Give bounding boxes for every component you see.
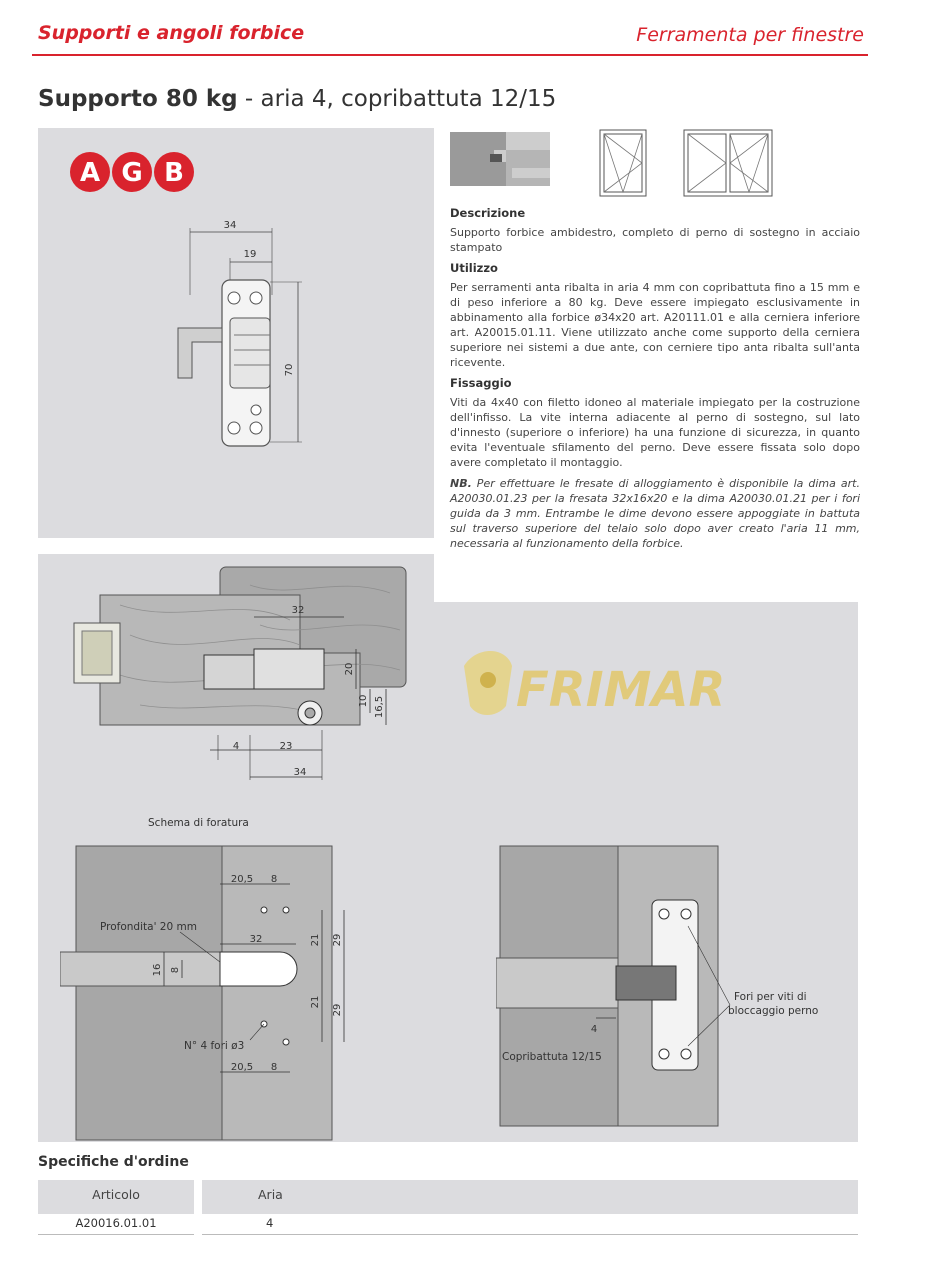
- column-header-aria: Aria: [202, 1180, 858, 1214]
- dim-32: 32: [291, 605, 305, 616]
- title-bold: Supporto 80 kg: [38, 86, 238, 112]
- dim-19: 19: [243, 249, 257, 260]
- dim-34: 34: [223, 220, 237, 231]
- dim-29-top: 29: [332, 933, 343, 947]
- row-divider-1: [38, 1234, 194, 1235]
- dim-20-5-bottom: 20,5: [230, 1062, 254, 1073]
- logo-letter-g: G: [121, 158, 143, 188]
- title-rest: - aria 4, copribattuta 12/15: [237, 86, 557, 112]
- nb-text: Per effettuare le fresate di alloggiamento è disponibile la dima art. A20030.01.23 per la fresata 32x16x20 e la dima A20030.01.21 per i fori guida da 3 mm. Entrambe le dime devono essere appoggiate in battuta sul traverso superiore del telaio solo dopo aver creato l'aria 11 mm, necessaria al funzionamento della forbice.: [450, 477, 860, 550]
- cover-label: Copribattuta 12/15: [502, 1051, 602, 1063]
- assembly-view-drawing: [496, 840, 836, 1130]
- fix-heading: Fissaggio: [450, 376, 512, 390]
- category-title: Ferramenta per finestre: [636, 24, 864, 46]
- dim-23: 23: [279, 741, 293, 752]
- drilling-title: Schema di foratura: [148, 817, 249, 829]
- dim-21-top: 21: [310, 933, 321, 947]
- screw-label-2: bloccaggio perno: [728, 1005, 819, 1017]
- order-specs-title: Specifiche d'ordine: [38, 1154, 189, 1170]
- dim-20-5-top: 20,5: [230, 874, 254, 885]
- dim-8-side: 8: [170, 966, 181, 974]
- fix-text: Viti da 4x40 con filetto idoneo al materiale impiegato per la costruzione dell'infisso. La vite interna adiacente al perno di sostegno, sul lato d'innesto (superiore o inferiore) ha una funzione di sicurezza, in quanto evita l'eventuale sfilamento del perno. Deve essere fissata solo dopo avere completato il montaggio.: [450, 396, 860, 469]
- cell-aria: 4: [266, 1216, 274, 1230]
- frimar-watermark-logo: [456, 646, 796, 726]
- dim-34-bottom: 34: [293, 767, 307, 778]
- agb-logo: [68, 150, 198, 198]
- header-divider: [32, 54, 868, 56]
- screw-label-1: Fori per viti di: [734, 991, 807, 1003]
- drilling-scheme-drawing: [60, 812, 400, 1142]
- use-text: Per serramenti anta ribalta in aria 4 mm con copribattuta fino a 15 mm e di peso inferiore a 80 kg. Deve essere impiegato esclusivamente in abbinamento alla forbice ø34x20 art. A20111.01 e alla cerniera inferiore art. A20015.01.11. Viene utilizzato anche come supporto della cerniera superiore nei sistemi a due ante, con cerniere tipo anta ribalta sull'anta ricevente.: [450, 281, 860, 369]
- watermark-text: FRIMAR: [516, 662, 726, 718]
- page-title: [38, 86, 556, 112]
- row-divider-2: [202, 1234, 858, 1235]
- panel-notch: [434, 554, 858, 602]
- dim-8-bottom: 8: [270, 1062, 278, 1073]
- logo-letter-a: A: [79, 158, 101, 188]
- section-title: Supporti e angoli forbice: [38, 22, 305, 44]
- cell-articolo: A20016.01.01: [75, 1216, 157, 1230]
- profile-section-icon: [446, 128, 556, 190]
- nb-paragraph: [450, 476, 860, 551]
- desc-heading: Descrizione: [450, 206, 526, 220]
- dim-20: 20: [344, 662, 355, 676]
- double-sash-window-icon: [682, 128, 782, 198]
- dim-16: 16: [152, 963, 163, 977]
- nb-label: NB.: [450, 477, 472, 490]
- description-block: [450, 200, 860, 578]
- dim-70: 70: [284, 363, 295, 377]
- dim-8-top: 8: [270, 874, 278, 885]
- single-sash-window-icon: [596, 128, 656, 198]
- cross-section-drawing: [60, 565, 450, 785]
- dim-21-bottom: 21: [310, 995, 321, 1009]
- dim-29-bottom: 29: [332, 1003, 343, 1017]
- logo-letter-b: B: [164, 158, 184, 188]
- dim-16-5: 16,5: [374, 695, 385, 719]
- column-header-articolo: Articolo: [38, 1180, 194, 1214]
- dim-10: 10: [358, 694, 369, 708]
- support-front-drawing: [150, 210, 330, 460]
- assembly-dim-4: 4: [590, 1024, 598, 1035]
- use-heading: Utilizzo: [450, 261, 498, 275]
- depth-label: Profondita' 20 mm: [100, 921, 197, 933]
- desc-text: Supporto forbice ambidestro, completo di perno di sostegno in acciaio stampato: [450, 226, 860, 254]
- dim-32-drill: 32: [249, 934, 263, 945]
- dim-4: 4: [232, 741, 240, 752]
- holes-label: N° 4 fori ø3: [184, 1040, 245, 1052]
